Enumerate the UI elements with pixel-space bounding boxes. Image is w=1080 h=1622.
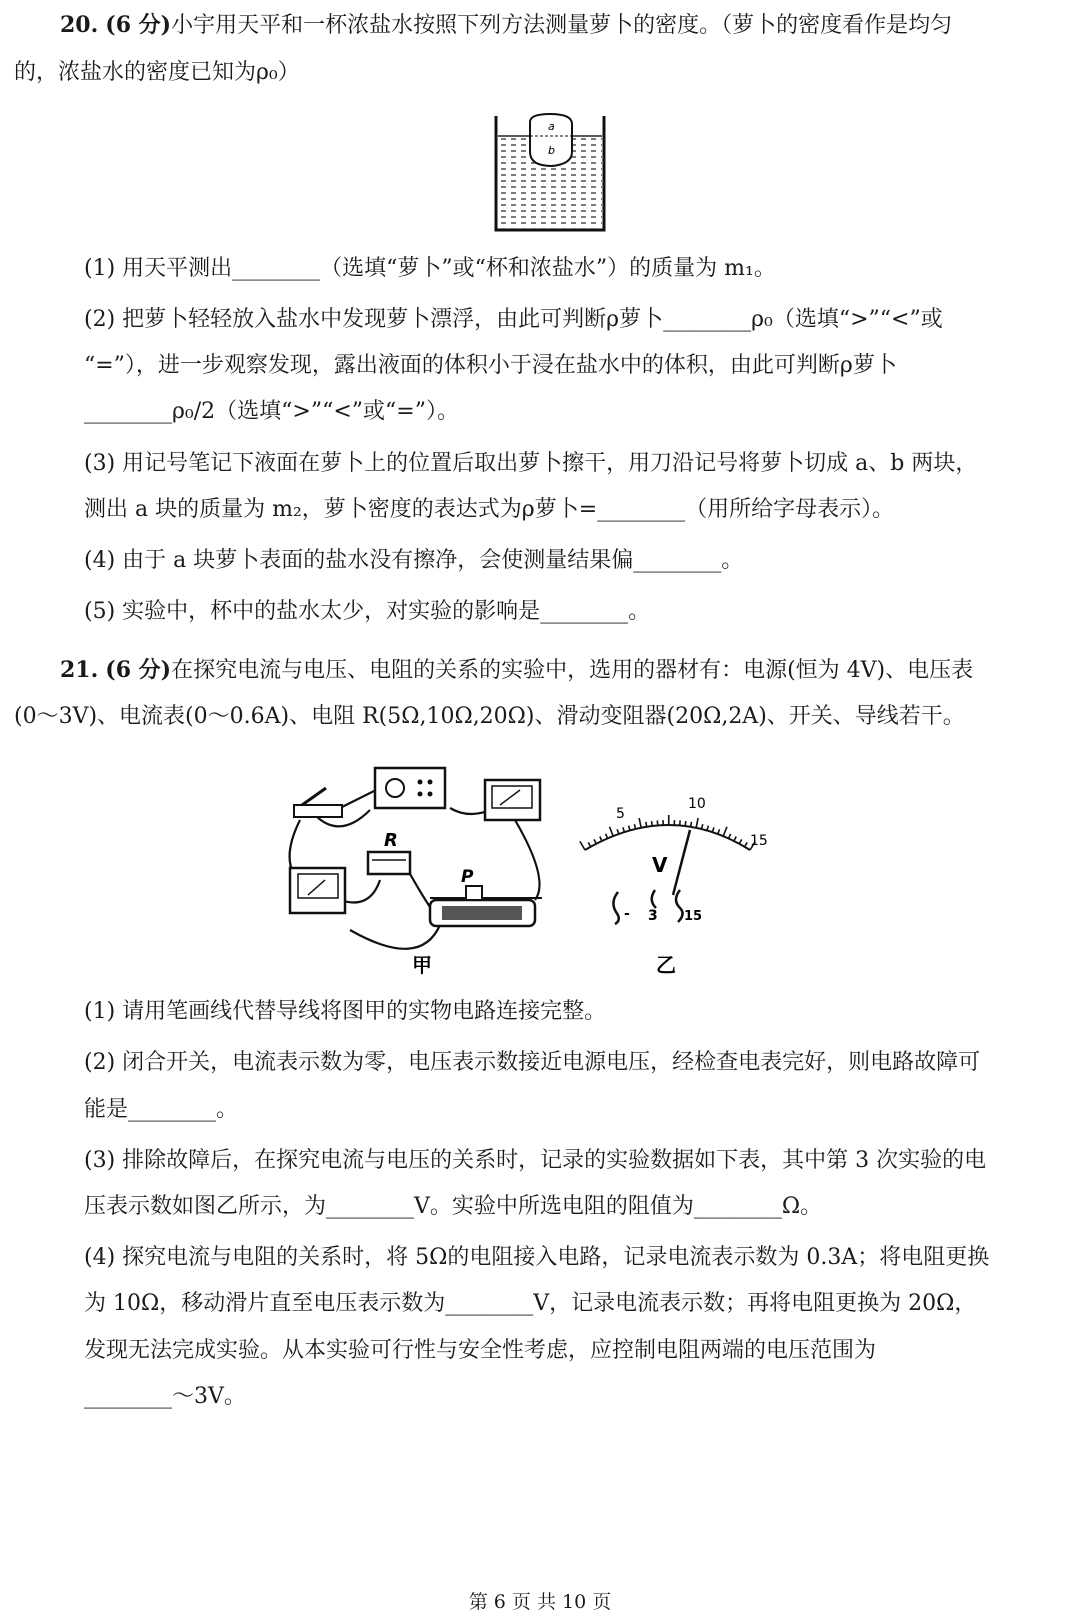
ammeter xyxy=(485,780,540,820)
scale-tick-mark xyxy=(691,822,692,827)
q21-stem-line2: (0～3V)、电流表(0～0.6A)、电阻 R(5Ω,10Ω,20Ω)、滑动变阻器(20Ω,2A)、开关、导线若干。 xyxy=(14,704,965,729)
scale-tick-mark xyxy=(745,842,748,846)
q21-score: (6 分) xyxy=(105,657,172,683)
page-footer: 第 6 页 共 10 页 xyxy=(468,1591,612,1613)
wire xyxy=(350,925,440,949)
scale-tick-mark xyxy=(707,826,708,831)
scale-tick-mark xyxy=(712,827,714,832)
scale-tick-mark xyxy=(718,829,720,834)
scale-tick-mark xyxy=(734,837,736,841)
q20-part3-line2: 测出 a 块的质量为 m₂，萝卜密度的表达式为ρ萝卜=________（用所给字母表示）。 xyxy=(84,497,895,522)
scale-tick-mark xyxy=(594,839,596,843)
q20-stem-line2: 的，浓盐水的密度已知为ρ₀） xyxy=(14,60,300,85)
scale-tick-mark xyxy=(606,834,608,839)
q20-stem-text: 小宇用天平和一杯浓盐水按照下列方法测量萝卜的密度。（萝卜的密度看作是均匀 xyxy=(171,13,953,38)
scale-tick-mark xyxy=(685,821,686,826)
scale-tick-mark xyxy=(617,829,619,834)
q20-score: (6 分) xyxy=(105,12,172,38)
q20-part1: (1) 用天平测出________（选填“萝卜”或“杯和浓盐水”）的质量为 m₁。 xyxy=(84,256,776,281)
q21-part4-line2: 为 10Ω，移动滑片直至电压表示数为________V，记录电流表示数；再将电阻更换为 20Ω， xyxy=(84,1291,977,1316)
label-yi: 乙 xyxy=(656,953,676,977)
q21-part3-line2: 压表示数如图乙所示，为________V。实验中所选电阻的阻值为________Ω。 xyxy=(84,1194,823,1219)
wire xyxy=(515,820,540,900)
q21-part1: (1) 请用笔画线代替导线将图甲的实物电路连接完整。 xyxy=(84,999,607,1024)
label-P: P xyxy=(461,867,474,887)
q20-part3-line1: (3) 用记号笔记下液面在萝卜上的位置后取出萝卜擦干，用刀沿记号将萝卜切成 a、b 两块， xyxy=(84,451,978,476)
scale-tick-mark xyxy=(634,824,635,829)
q21-number: 21. xyxy=(60,657,99,683)
q20-part5: (5) 实验中，杯中的盐水太少，对实验的影响是________。 xyxy=(84,599,651,624)
sliding-rheostat xyxy=(430,867,542,926)
meter-letter: V xyxy=(652,853,668,877)
q21-part2-line1: (2) 闭合开关，电流表示数为零，电压表示数接近电源电压，经检查电表完好，则电路故障可 xyxy=(84,1050,981,1075)
circuit-figure-jia xyxy=(280,760,560,985)
q21-part3-line1: (3) 排除故障后，在探究电流与电压的关系时，记录的实验数据如下表，其中第 3 次实验的电 xyxy=(84,1148,987,1173)
q21-part2-line2: 能是________。 xyxy=(84,1097,239,1122)
terminal-15: 15 xyxy=(684,909,703,924)
meter-needle xyxy=(673,830,690,895)
power-supply xyxy=(375,768,445,808)
voltmeter xyxy=(290,868,345,913)
scale-tick-mark xyxy=(652,821,653,826)
q21-part4-line1: (4) 探究电流与电阻的关系时，将 5Ω的电阻接入电路，记录电流表示数为 0.3A；将电阻更换 xyxy=(84,1245,990,1270)
voltmeter-dial-yi xyxy=(560,780,780,980)
q20-part4: (4) 由于 a 块萝卜表面的盐水没有擦净，会使测量结果偏________。 xyxy=(84,548,744,573)
scale-tick-mark xyxy=(600,836,602,841)
scale-tick-mark xyxy=(639,818,641,828)
scale-tick-mark xyxy=(588,842,590,846)
scale-tick-5: 5 xyxy=(616,806,625,822)
scale-tick-mark xyxy=(739,839,741,843)
q21-part4-line3: 发现无法完成实验。从本实验可行性与安全性考虑，应控制电阻两端的电压范围为 xyxy=(84,1338,877,1363)
scale-tick-mark xyxy=(580,841,585,850)
terminal-3: 3 xyxy=(648,908,658,924)
scale-tick-mark xyxy=(729,834,731,839)
q20-part2-line3: ________ρ₀/2（选填“>”“<”或“=”）。 xyxy=(84,399,459,424)
label-a: a xyxy=(548,120,555,133)
label-R: R xyxy=(384,830,398,851)
scale-tick-10: 10 xyxy=(688,796,706,812)
label-jia: 甲 xyxy=(412,953,432,977)
switch xyxy=(294,788,342,817)
scale-tick-mark xyxy=(610,827,614,836)
scale-tick-mark xyxy=(646,822,647,827)
q21-stem-line1 xyxy=(60,655,973,686)
dial-scale xyxy=(580,815,755,850)
scale-tick-mark xyxy=(723,827,727,836)
label-b: b xyxy=(548,144,555,157)
scale-tick-15: 15 xyxy=(750,833,768,849)
q21-part4-line4: ________～3V。 xyxy=(84,1384,246,1409)
q20-part2-line2: “=”），进一步观察发现，露出液面的体积小于浸在盐水中的体积，由此可判断ρ萝卜 xyxy=(84,353,897,378)
scale-tick-mark xyxy=(696,818,698,828)
resistor xyxy=(368,830,410,874)
q20-stem-line1 xyxy=(60,10,952,41)
q20-part2-line1: (2) 把萝卜轻轻放入盐水中发现萝卜漂浮，由此可判断ρ萝卜________ρ₀（选填“>”“<”或 xyxy=(84,307,943,332)
q21-stem-text: 在探究电流与电压、电阻的关系的实验中，选用的器材有：电源(恒为 4V)、电压表 xyxy=(171,658,974,683)
scale-tick-mark xyxy=(623,827,625,832)
beaker-figure xyxy=(490,112,610,234)
q20-number: 20. xyxy=(60,12,99,38)
terminal-minus: - xyxy=(624,906,630,922)
